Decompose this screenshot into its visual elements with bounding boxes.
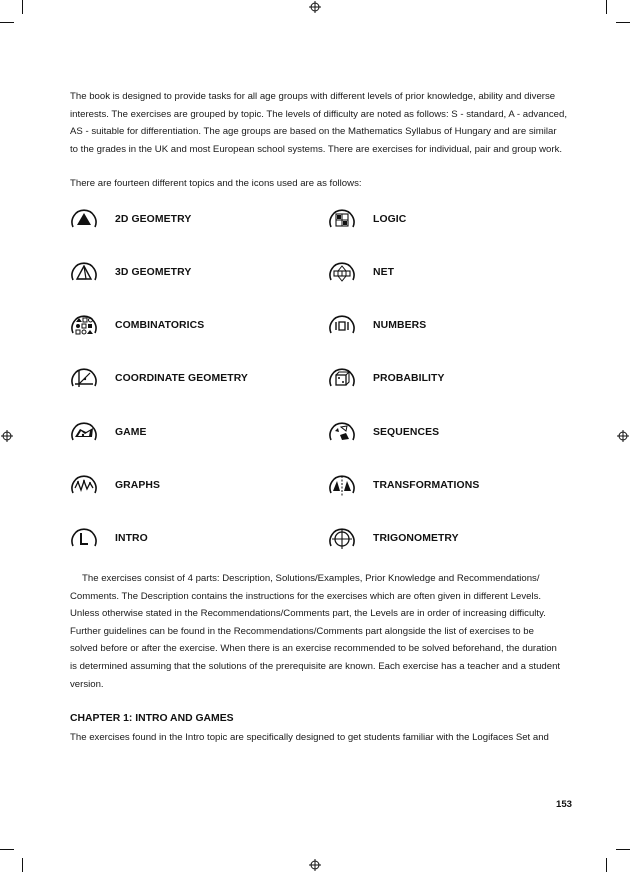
2d-geometry-icon — [70, 206, 98, 234]
parts-paragraph — [70, 570, 580, 693]
logic-icon — [328, 206, 356, 234]
text-line: Unless otherwise stated in the Recommendations/Comments part, the Levels are in order of increasing difficulty. — [70, 608, 546, 620]
registration-mark-icon — [309, 859, 321, 871]
topic-label: GAME — [115, 427, 147, 438]
topic-label: INTRO — [115, 533, 148, 544]
intro-icon — [70, 525, 98, 553]
text-line: The exercises consist of 4 parts: Description, Solutions/Examples, Prior Knowledge and Recommendations/ — [82, 573, 540, 584]
crop-mark — [606, 858, 607, 872]
graphs-icon — [70, 472, 98, 500]
topic-label: GRAPHS — [115, 480, 161, 491]
text-line: Comments. The Description contains the instructions for the exercises which are often given in different Levels. — [70, 590, 542, 602]
chapter-heading: CHAPTER 1: INTRO AND GAMES — [70, 713, 234, 724]
crop-mark — [22, 0, 23, 14]
topic-label: COMBINATORICS — [115, 320, 205, 331]
sequences-icon — [328, 419, 356, 447]
probability-icon — [328, 365, 356, 393]
transformations-icon — [328, 472, 356, 500]
numbers-icon — [328, 312, 356, 340]
topic-label: NET — [373, 267, 395, 278]
crop-mark — [22, 858, 23, 872]
page-number: 153 — [556, 799, 573, 810]
text-line: The book is designed to provide tasks for all age groups with different levels of prior knowledge, ability and diverse — [70, 91, 556, 102]
crop-mark — [606, 0, 607, 14]
registration-mark-icon — [309, 1, 321, 13]
topic-label: LOGIC — [373, 214, 407, 225]
crop-mark — [616, 22, 630, 23]
topic-label: PROBABILITY — [373, 373, 445, 384]
topic-label: COORDINATE GEOMETRY — [115, 373, 248, 384]
crop-mark — [616, 849, 630, 850]
chapter-text: The exercises found in the Intro topic are specifically designed to get students familiar with the Logifaces Set and — [70, 732, 549, 743]
text-line: interests. The exercises are grouped by topic. The levels of difficulty are noted as follows: S - standard, A - advanced, — [70, 108, 568, 120]
topic-label: SEQUENCES — [373, 427, 440, 438]
net-icon — [328, 259, 356, 287]
text-line: is determined assuming that the solutions of the prerequisite are known. Each exercise has a teacher and a student — [70, 660, 561, 672]
registration-mark-icon — [617, 430, 629, 442]
text-line: AS - suitable for differentiation. The age groups are based on the Mathematics Syllabus of Hungary and are similar — [70, 126, 557, 138]
crop-mark — [0, 849, 14, 850]
coordinate-geometry-icon — [70, 365, 98, 393]
topic-label: NUMBERS — [373, 320, 427, 331]
crop-mark — [0, 22, 14, 23]
text-line: Further guidelines can be found in the Recommendations/Comments part alongside the list of exercises to be — [70, 625, 534, 637]
topics-intro: There are fourteen different topics and the icons used are as follows: — [70, 178, 362, 189]
topic-label: 2D GEOMETRY — [115, 214, 192, 225]
topic-label: TRANSFORMATIONS — [373, 480, 480, 491]
registration-mark-icon — [1, 430, 13, 442]
trigonometry-icon — [328, 525, 356, 553]
intro-paragraph — [70, 88, 580, 158]
text-line: to the grades in the UK and most European school systems. There are exercises for individual, pair and group work. — [70, 143, 563, 155]
text-line: solved before or after the exercise. When there is an exercise recommended to be solved beforehand, the duration — [70, 643, 557, 655]
combinatorics-icon — [70, 312, 98, 340]
topic-label: 3D GEOMETRY — [115, 267, 192, 278]
text-line: version. — [70, 678, 104, 690]
game-icon — [70, 419, 98, 447]
topic-label: TRIGONOMETRY — [373, 533, 459, 544]
3d-geometry-icon — [70, 259, 98, 287]
